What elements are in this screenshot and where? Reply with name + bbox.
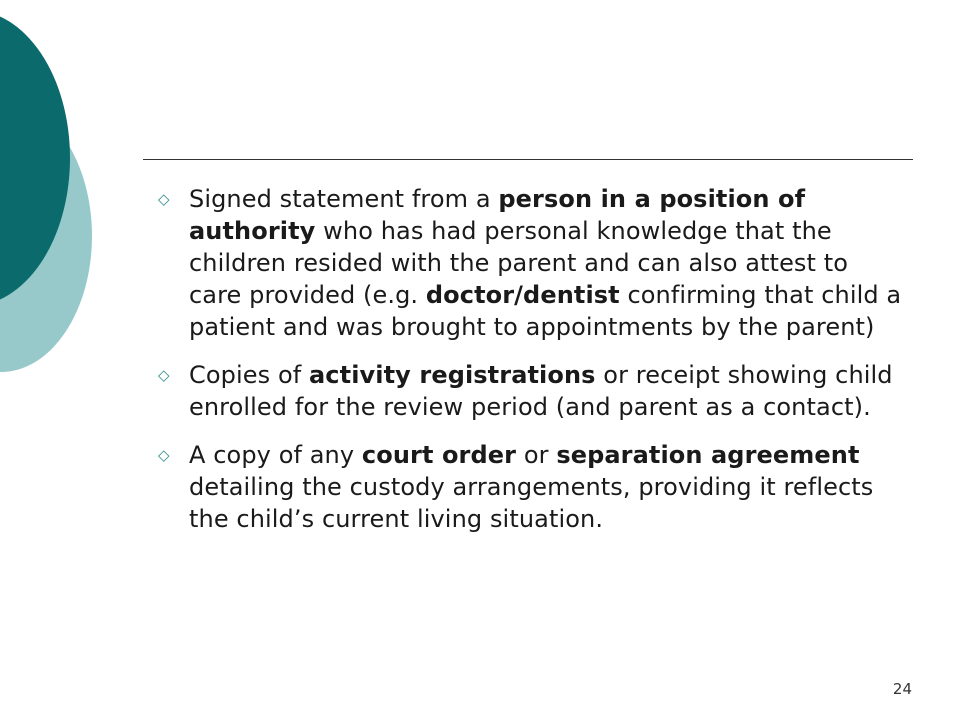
list-item (158, 183, 908, 343)
text-run-bold: doctor/dentist (425, 281, 620, 309)
text-run: confirming that child a patient and was brought to appointments by the parent) (189, 281, 902, 341)
bullet-list (158, 183, 908, 551)
bullet-text (189, 439, 908, 535)
bullet-text (189, 183, 908, 343)
diamond-bullet-icon: ◇ (158, 190, 170, 208)
text-run: Signed statement from a (189, 185, 499, 213)
list-item (158, 439, 908, 535)
diamond-bullet-icon: ◇ (158, 446, 170, 464)
page-number: 24 (892, 680, 912, 698)
diamond-bullet-icon: ◇ (158, 366, 170, 384)
text-run: or receipt showing child enrolled for the review period (and parent as a contact). (189, 361, 893, 421)
text-run: or (516, 441, 557, 469)
bullet-text (189, 359, 908, 423)
text-run: Copies of (189, 361, 310, 389)
text-run-bold: court order (361, 441, 517, 469)
text-run: A copy of any (189, 441, 362, 469)
text-run-bold: person in a position of authority (189, 185, 806, 245)
list-item (158, 359, 908, 423)
title-divider (143, 159, 913, 160)
text-run: detailing the custody arrangements, providing it reflects the child’s current living situation. (189, 473, 874, 533)
text-run-bold: separation agreement (556, 441, 860, 469)
text-run-bold: activity registrations (309, 361, 596, 389)
text-run: who has had personal knowledge that the children resided with the parent and can also attest to care provided (e.g. (189, 217, 849, 309)
